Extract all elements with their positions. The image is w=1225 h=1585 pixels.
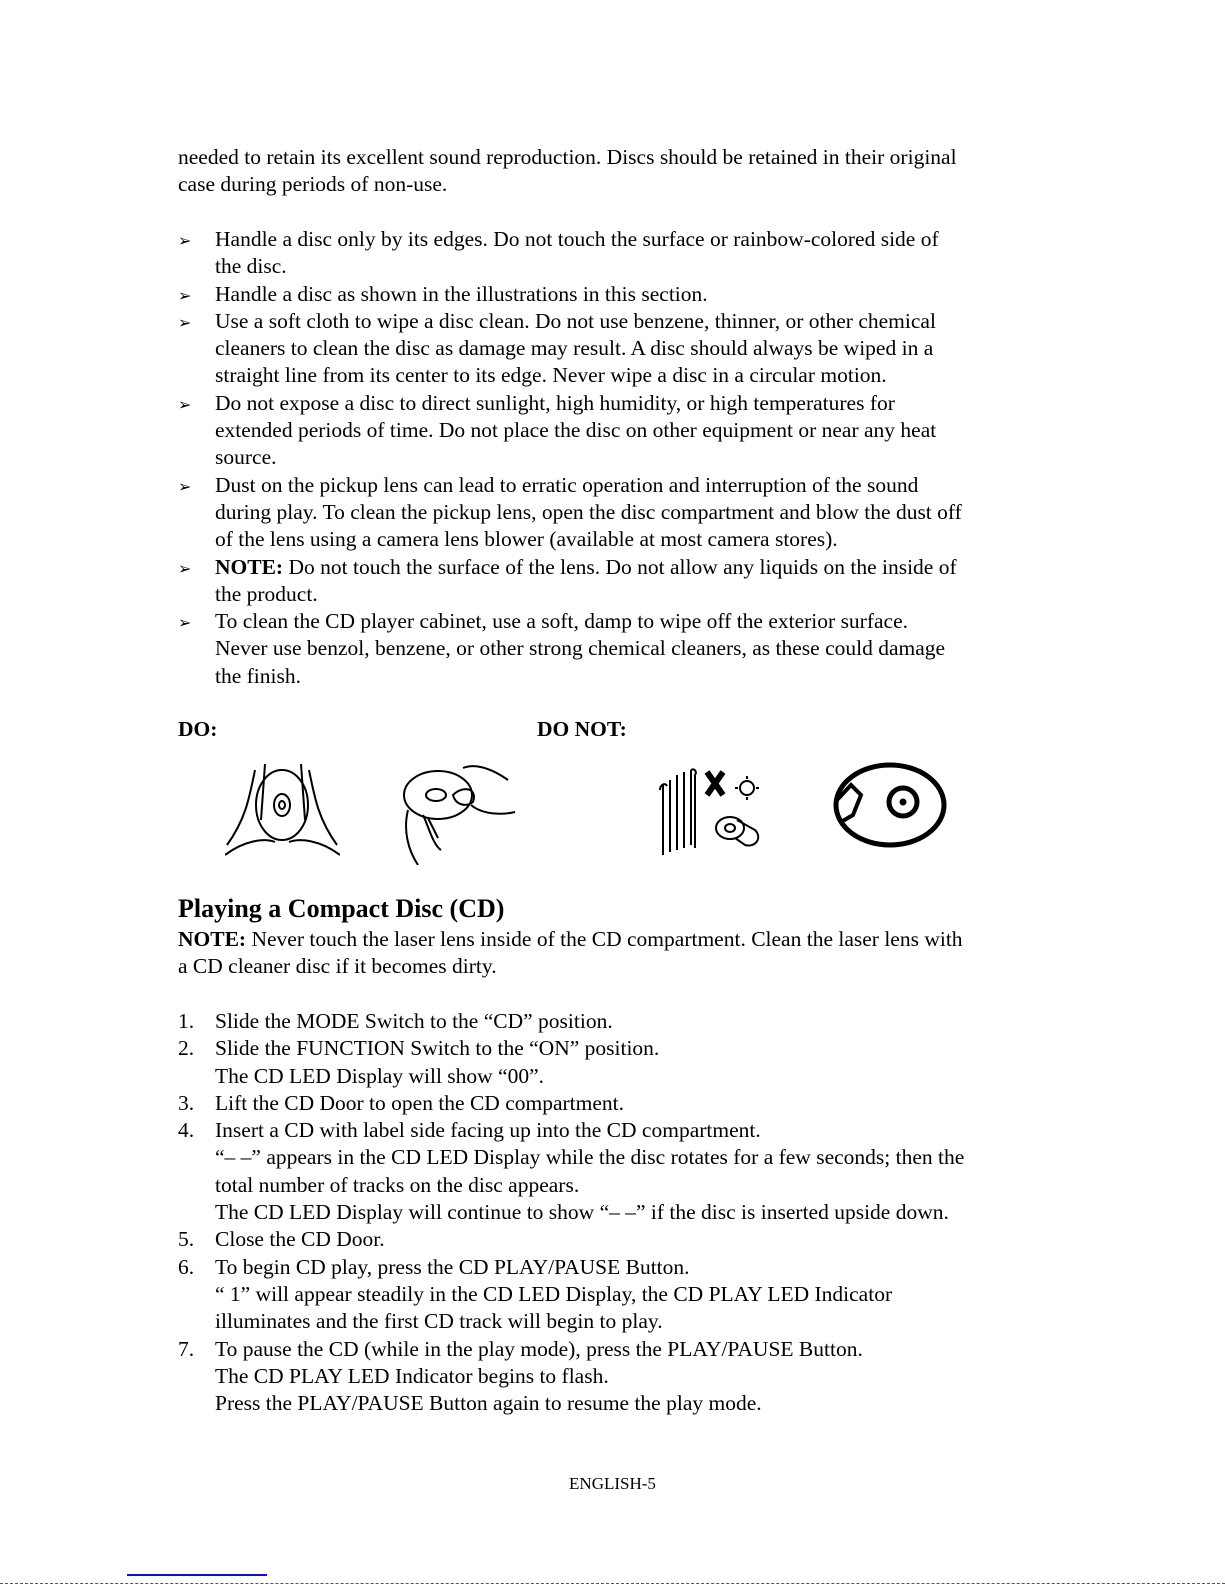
arrow-bullet-icon: ➢ [178,396,192,414]
step-number: 1. [178,1009,195,1033]
step-item: 4. Insert a CD with label side facing up into the CD compartment. “– –” appears in the CD LED Display while the disc rotates for a few seconds; then the total number of tracks on the disc appears. The CD LED Display will continue to show “– –” if the disc is inserted upside down. [178,1118,965,1225]
arrow-bullet-icon: ➢ [178,287,192,305]
step-number: 5. [178,1227,195,1252]
wiping-disc-illustration [393,760,523,865]
arrow-bullet-icon: ➢ [178,233,192,250]
do-label: DO: [178,717,218,741]
step-item: 2. Slide the FUNCTION Switch to the “ON” position. The CD LED Display will show “00”. [178,1036,660,1088]
bullet-item: ➢ Use a soft cloth to wipe a disc clean. Do not use benzene, thinner, or other chemical cleaners to clean the disc as damage may result. A disc should always be wiped in a straight line from its center to its edge. Never wipe a disc in a circular motion. [178,308,936,388]
bullet-item: ➢ Handle a disc only by its edges. Do not touch the surface or rainbow-colored side of the disc. [178,227,939,279]
care-bullet-list [178,226,1078,690]
bullet-item: ➢ NOTE: Do not touch the surface of the lens. Do not allow any liquids on the inside of the product. [178,554,957,606]
damaged-disc-illustration [833,760,948,855]
page-footer: ENGLISH-5 [569,1474,656,1493]
step-item: 7. To pause the CD (while in the play mode), press the PLAY/PAUSE Button. The CD PLAY LED Indicator begins to flash. Press the PLAY/PAUSE Button again to resume the play mode. [178,1336,863,1416]
underline-decoration [127,1574,267,1576]
step-item: 3. Lift the CD Door to open the CD compartment. [178,1090,1078,1117]
arrow-bullet-icon: ➢ [178,478,192,496]
step-number: 3. [178,1090,195,1115]
arrow-bullet-icon: ➢ [178,615,192,633]
section-title: Playing a Compact Disc (CD) [178,894,505,923]
step-number: 7. [178,1336,195,1361]
step-number: 2. [178,1036,195,1061]
bullet-item: ➢ Dust on the pickup lens can lead to erratic operation and interruption of the sound during play. To clean the pickup lens, open the disc compartment and blow the dust off of the lens using a camera lens blower (available at most camera stores). [178,472,962,552]
step-item: 6. To begin CD play, press the CD PLAY/PAUSE Button. “ 1” will appear steadily in the CD LED Display, the CD PLAY LED Indicator illuminates and the first CD track will begin to play. [178,1254,893,1334]
step-number: 4. [178,1118,195,1143]
arrow-bullet-icon: ➢ [178,560,192,578]
bullet-item: ➢ Do not expose a disc to direct sunlight, high humidity, or high temperatures for extended periods of time. Do not place the disc on other equipment or near any heat source. [178,390,937,470]
intro-paragraph: needed to retain its excellent sound reproduction. Discs should be retained in their original case during periods of non-use. [178,145,957,197]
arrow-bullet-icon: ➢ [178,314,192,332]
step-number: 6. [178,1254,195,1279]
note-paragraph: NOTE: Never touch the laser lens inside of the CD compartment. Clean the laser lens with a CD cleaner disc if it becomes dirty. [178,927,963,979]
step-item: 1. Slide the MODE Switch to the “CD” position. [178,1008,1078,1035]
step-item: 5. Close the CD Door. [178,1226,1078,1253]
bullet-item: ➢ To clean the CD player cabinet, use a soft, damp to wipe off the exterior surface. Never use benzol, benzene, or other strong chemical cleaners, as these could damage the finish. [178,609,946,688]
cd-steps-list [178,1008,1078,1417]
hands-holding-disc-illustration [225,760,340,860]
disc-near-heat-source-illustration [655,760,770,865]
do-not-label: DO NOT: [537,717,627,741]
bullet-item: ➢ Handle a disc as shown in the illustrations in this section. [178,281,1078,308]
